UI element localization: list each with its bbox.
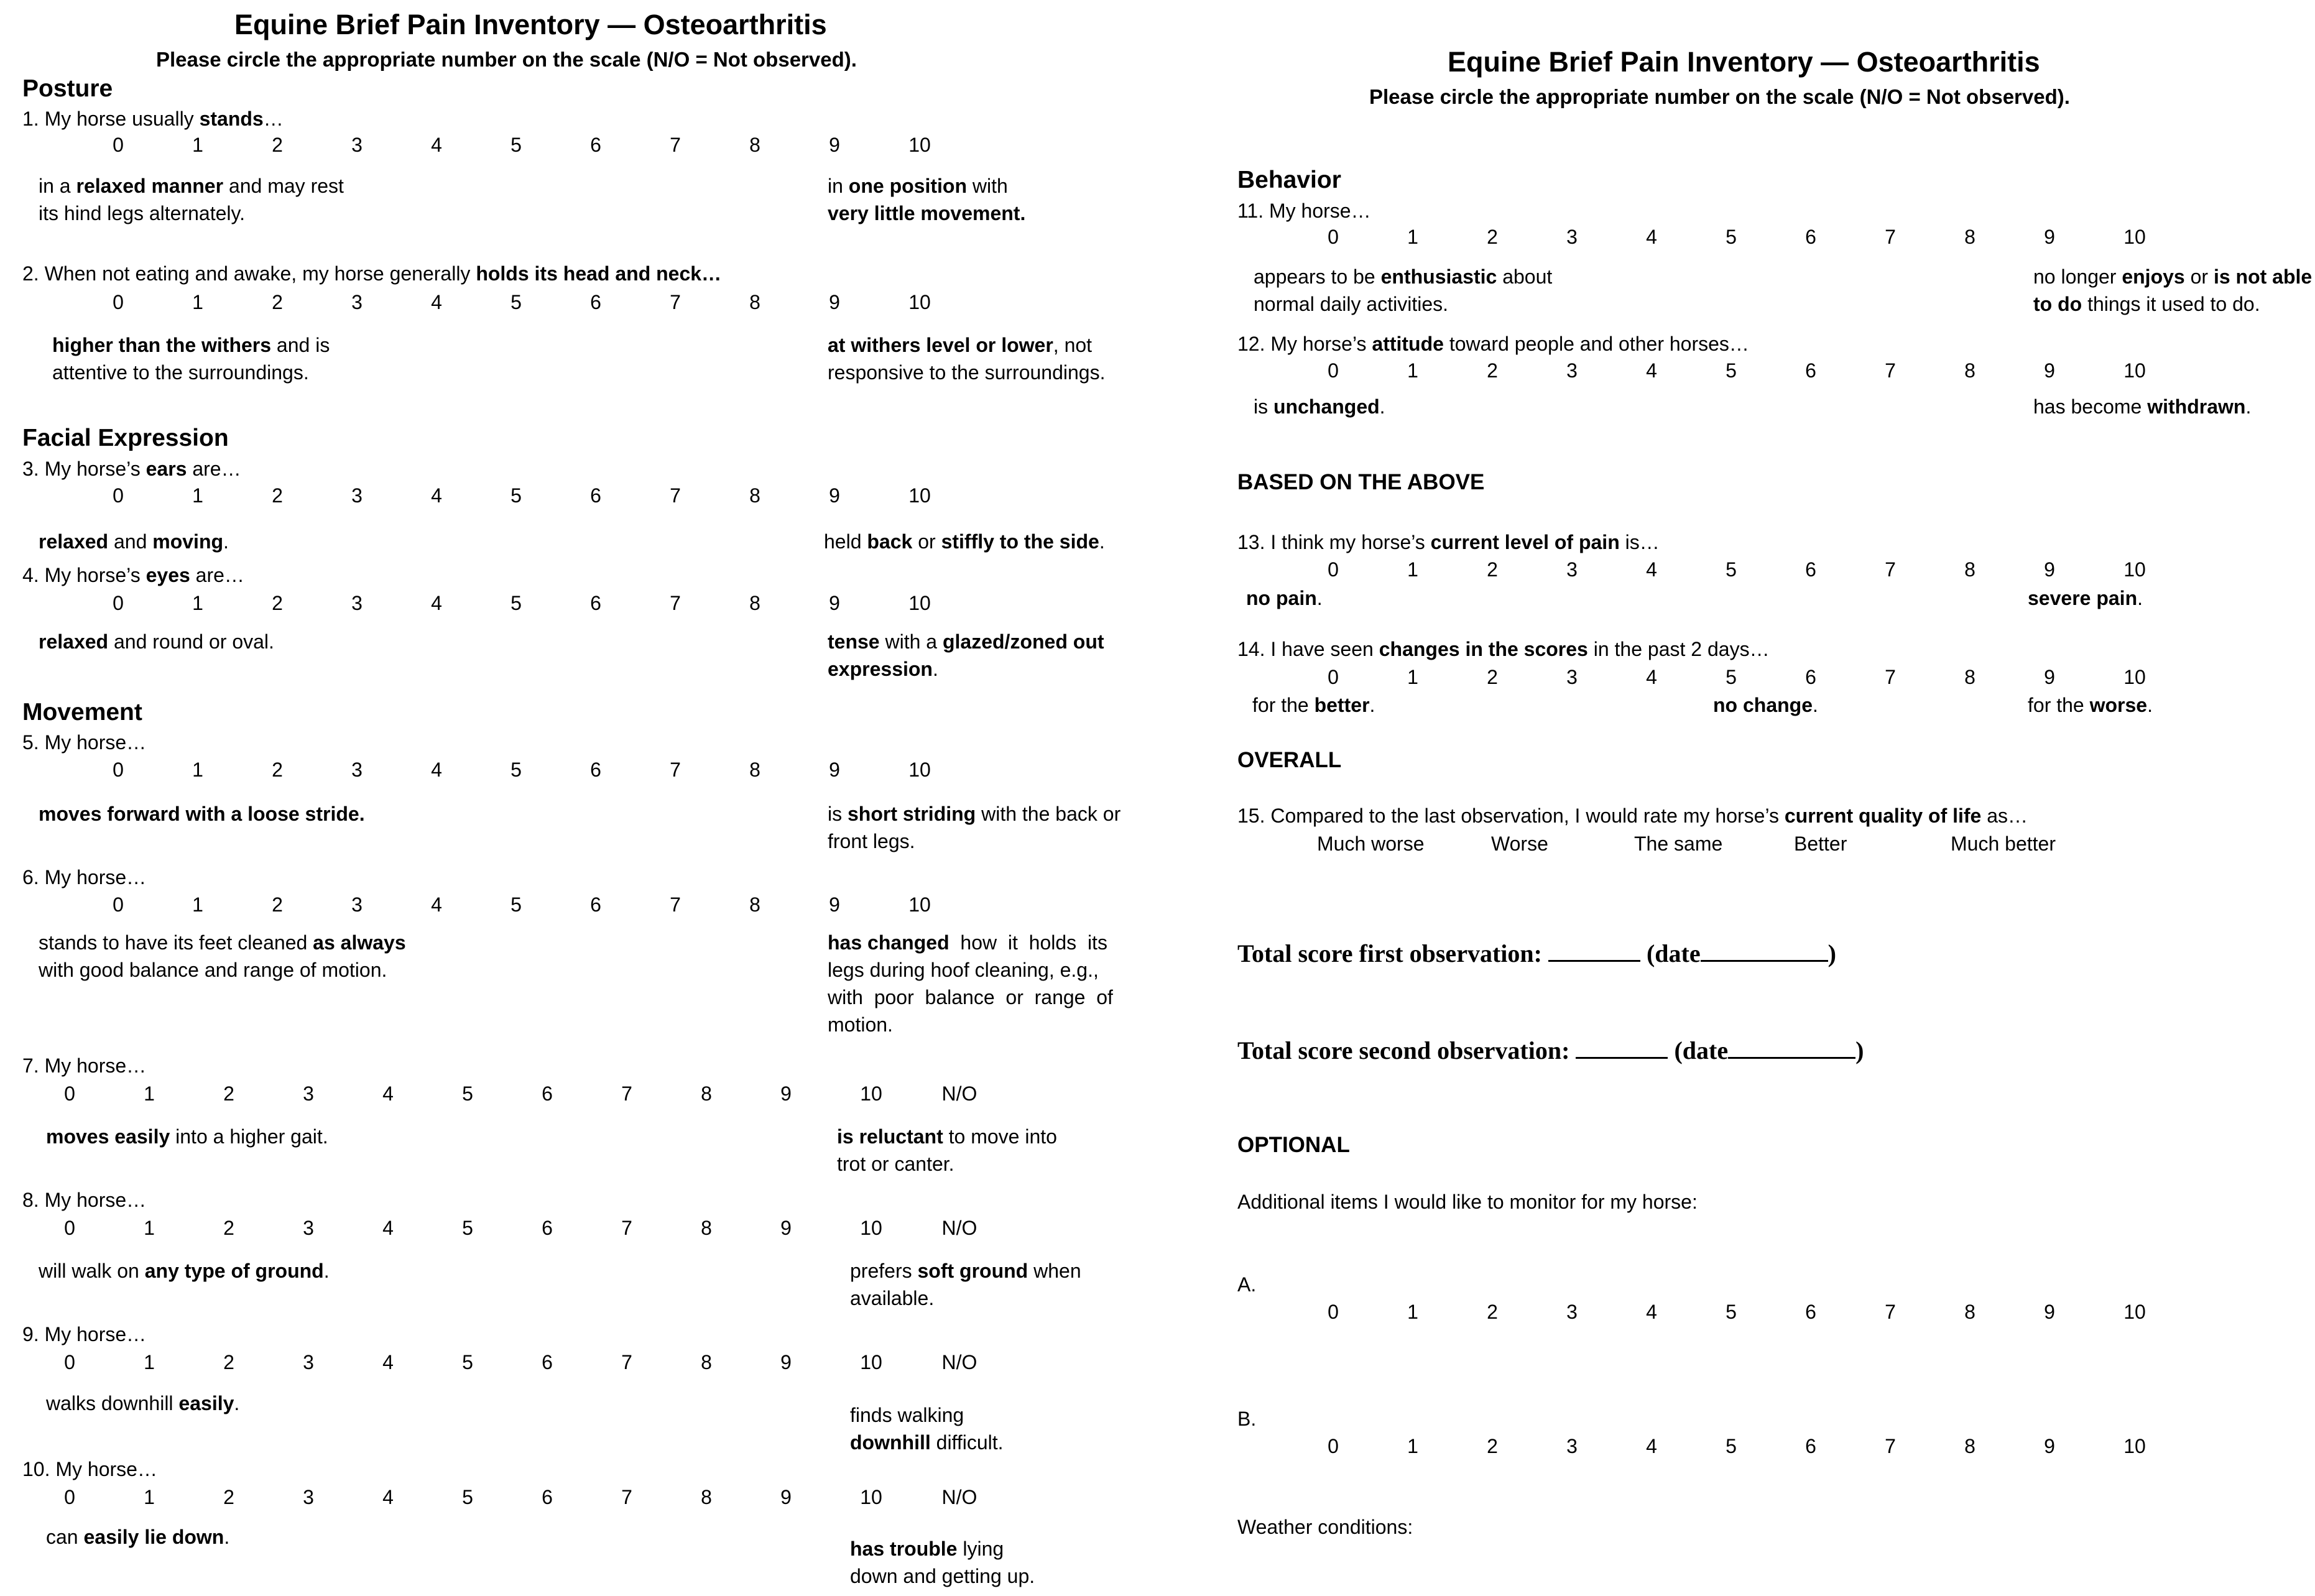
scale-option-7[interactable]: 7 [621, 1082, 632, 1105]
scale-option-2[interactable]: 2 [272, 893, 283, 916]
scale-option-9[interactable]: 9 [780, 1217, 792, 1239]
total-first-date-blank[interactable] [1701, 939, 1828, 962]
scale-option-2[interactable]: 2 [1487, 359, 1498, 382]
scale-option-10[interactable]: 10 [2123, 1435, 2146, 1457]
scale-option-10[interactable]: 10 [908, 484, 931, 507]
scale-option-3[interactable]: 3 [1566, 1435, 1578, 1457]
scale-3[interactable] [0, 484, 1181, 509]
scale-7[interactable] [0, 1082, 1181, 1107]
scale-option-1[interactable]: 1 [1407, 558, 1418, 581]
scale-option-10[interactable]: 10 [908, 893, 931, 916]
scale-option-5[interactable]: 5 [1726, 666, 1737, 688]
scale-option-5[interactable]: 5 [511, 291, 522, 313]
section-movement: Movement [22, 699, 142, 726]
scale-option-5[interactable]: 5 [511, 592, 522, 614]
scale-option-7[interactable]: 7 [670, 484, 681, 507]
scale-option-2[interactable]: 2 [223, 1082, 234, 1105]
scale-option-8[interactable]: 8 [749, 134, 760, 156]
scale-option-0[interactable]: 0 [64, 1486, 75, 1508]
scale-option-10[interactable]: 10 [2123, 1301, 2146, 1323]
scale-option-2[interactable]: 2 [272, 484, 283, 507]
anchor-middle-14: no change. [1713, 694, 1818, 716]
scale-9[interactable] [0, 1351, 1181, 1376]
scale-option-8[interactable]: 8 [701, 1486, 712, 1508]
scale-option-10[interactable]: 10 [908, 759, 931, 781]
scale-option-1[interactable]: 1 [144, 1082, 155, 1105]
scale-option-8[interactable]: 8 [1964, 1435, 1975, 1457]
scale-option-5[interactable]: 5 [1726, 226, 1737, 248]
scale-option-3[interactable]: 3 [351, 759, 363, 781]
scale-option-5[interactable]: 5 [1726, 359, 1737, 382]
scale-5[interactable] [0, 759, 1181, 783]
scale-option-2[interactable]: 2 [1487, 226, 1498, 248]
scale-option-6[interactable]: 6 [590, 291, 601, 313]
scale-option-1[interactable]: 1 [1407, 1301, 1418, 1323]
question-8: 8. My horse… [22, 1189, 147, 1211]
scale-option-1[interactable]: 1 [192, 592, 203, 614]
scale-option-6[interactable]: 6 [590, 893, 601, 916]
total-first-score-blank[interactable] [1548, 939, 1640, 962]
anchor-right-4: tense with a glazed/zoned out expression. [828, 630, 1104, 680]
question-14: 14. I have seen changes in the scores in the past 2 days… [1237, 638, 1770, 660]
section-based-on-above: BASED ON THE ABOVE [1237, 470, 1485, 494]
scale-option-9[interactable]: 9 [829, 134, 840, 156]
scale-2[interactable] [0, 291, 1181, 316]
scale-option-8[interactable]: 8 [701, 1082, 712, 1105]
page-title: Equine Brief Pain Inventory — Osteoarthritis [1448, 46, 2040, 78]
total-first-observation: Total score first observation: (date ) [1237, 939, 1836, 967]
scale-option-4[interactable]: 4 [382, 1351, 394, 1373]
scale-option-7[interactable]: 7 [621, 1351, 632, 1373]
anchor-left-7: moves easily into a higher gait. [46, 1125, 328, 1148]
section-posture: Posture [22, 75, 113, 102]
optional-description: Additional items I would like to monitor for my horse: [1237, 1191, 1698, 1213]
scale-option-5[interactable]: 5 [462, 1486, 473, 1508]
scale-option-4[interactable]: 4 [431, 484, 442, 507]
scale-option-1[interactable]: 1 [1407, 666, 1418, 688]
anchor-right-3: held back or stiffly to the side. [824, 530, 1105, 553]
scale-option-6[interactable]: 6 [590, 759, 601, 781]
scale-option-4[interactable]: 4 [382, 1082, 394, 1105]
scale-option-6[interactable]: 6 [542, 1082, 553, 1105]
scale-option-3[interactable]: 3 [303, 1082, 314, 1105]
question-4: 4. My horse’s eyes are… [22, 564, 244, 586]
scale-option-not-observed[interactable]: N/O [941, 1217, 977, 1239]
scale-option-4[interactable]: 4 [1646, 558, 1657, 581]
anchor-left-6: stands to have its feet cleaned as always with good balance and range of motion. [39, 931, 406, 981]
scale-option-not-observed[interactable]: N/O [941, 1486, 977, 1508]
scale-option-0[interactable]: 0 [113, 134, 124, 156]
scale-option-9[interactable]: 9 [780, 1486, 792, 1508]
scale-option-4[interactable]: 4 [431, 134, 442, 156]
scale-option-7[interactable]: 7 [1885, 666, 1896, 688]
scale-option-4[interactable]: 4 [431, 291, 442, 313]
scale-option-8[interactable]: 8 [1964, 1301, 1975, 1323]
scale-option-3[interactable]: 3 [351, 291, 363, 313]
scale-option-10[interactable]: 10 [860, 1217, 882, 1239]
question-11: 11. My horse… [1237, 200, 1371, 222]
scale-option-4[interactable]: 4 [1646, 1301, 1657, 1323]
scale-option-10[interactable]: 10 [860, 1351, 882, 1373]
anchor-right-2: at withers level or lower, not responsive to the surroundings. [828, 334, 1106, 384]
scale-option-3[interactable]: 3 [1566, 1301, 1578, 1323]
scale-option-3[interactable]: 3 [351, 592, 363, 614]
anchor-right-7: is reluctant to move into trot or canter. [837, 1125, 1057, 1175]
page-title: Equine Brief Pain Inventory — Osteoarthritis [234, 9, 827, 40]
scale-option-9[interactable]: 9 [829, 291, 840, 313]
scale-8[interactable] [0, 1217, 1181, 1242]
anchor-right-5: is short striding with the back or front legs. [828, 803, 1121, 852]
anchor-left-1: in a relaxed manner and may rest its hind legs alternately. [39, 175, 344, 224]
anchor-left-2: higher than the withers and is attentive to the surroundings. [52, 334, 330, 384]
scale-option-4[interactable]: 4 [431, 759, 442, 781]
scale-option-9[interactable]: 9 [2044, 226, 2055, 248]
scale-option-8[interactable]: 8 [749, 484, 760, 507]
scale-option-8[interactable]: 8 [701, 1217, 712, 1239]
scale-option-6[interactable]: 6 [1805, 226, 1816, 248]
scale-option-8[interactable]: 8 [749, 893, 760, 916]
scale-option-9[interactable]: 9 [2044, 1301, 2055, 1323]
scale-option-4[interactable]: 4 [431, 893, 442, 916]
anchor-right-8: prefers soft ground when available. [850, 1260, 1081, 1309]
scale-option-0[interactable]: 0 [1328, 1435, 1339, 1457]
total-second-observation: Total score second observation: (date ) [1237, 1036, 1864, 1064]
total-second-score-blank[interactable] [1576, 1036, 1668, 1059]
scale-option-4[interactable]: 4 [1646, 1435, 1657, 1457]
scale-option-0[interactable]: 0 [113, 759, 124, 781]
anchor-left-3: relaxed and moving. [39, 530, 229, 553]
scale-13[interactable] [1181, 558, 2315, 583]
scale-option-1[interactable]: 1 [192, 484, 203, 507]
anchor-left-11: appears to be enthusiastic about normal daily activities. [1254, 265, 1553, 315]
scale-option-10[interactable]: 10 [908, 592, 931, 614]
scale-option-0[interactable]: 0 [1328, 1301, 1339, 1323]
scale-option-2[interactable]: 2 [272, 592, 283, 614]
scale-optional-a[interactable] [1181, 1301, 2315, 1326]
scale-option-9[interactable]: 9 [2044, 558, 2055, 581]
scale-option-3[interactable]: 3 [351, 484, 363, 507]
anchor-left-13: no pain. [1246, 587, 1323, 609]
scale-option-7[interactable]: 7 [1885, 359, 1896, 382]
scale-option-9[interactable]: 9 [829, 592, 840, 614]
scale-option-9[interactable]: 9 [780, 1082, 792, 1105]
scale-option-7[interactable]: 7 [621, 1217, 632, 1239]
scale-option-5[interactable]: 5 [1726, 558, 1737, 581]
scale-option-10[interactable]: 10 [2123, 226, 2146, 248]
section-behavior: Behavior [1237, 167, 1341, 193]
scale-option-1[interactable]: 1 [192, 291, 203, 313]
scale-option-0[interactable]: 0 [1328, 558, 1339, 581]
question-3: 3. My horse’s ears are… [22, 458, 241, 480]
anchor-left-14: for the better. [1252, 694, 1375, 716]
scale-option-7[interactable]: 7 [670, 759, 681, 781]
scale-option-0[interactable]: 0 [64, 1351, 75, 1373]
scale-option-5[interactable]: 5 [462, 1217, 473, 1239]
scale-option-3[interactable]: 3 [1566, 558, 1578, 581]
scale-option-7[interactable]: 7 [670, 893, 681, 916]
scale-option-4[interactable]: 4 [382, 1486, 394, 1508]
scale-option-7[interactable]: 7 [1885, 226, 1896, 248]
scale-option-8[interactable]: 8 [749, 592, 760, 614]
scale-option-9[interactable]: 9 [780, 1351, 792, 1373]
scale-option-7[interactable]: 7 [621, 1486, 632, 1508]
scale-option-0[interactable]: 0 [64, 1082, 75, 1105]
scale-option-8[interactable]: 8 [1964, 666, 1975, 688]
scale-option-10[interactable]: 10 [2123, 359, 2146, 382]
anchor-right-13: severe pain. [2028, 587, 2143, 609]
scale-option-8[interactable]: 8 [1964, 359, 1975, 382]
scale-option-7[interactable]: 7 [1885, 1435, 1896, 1457]
scale-option-10[interactable]: 10 [860, 1486, 882, 1508]
question-12: 12. My horse’s attitude toward people and other horses… [1237, 333, 1749, 355]
scale-option-3[interactable]: 3 [303, 1217, 314, 1239]
scale-10[interactable] [0, 1486, 1181, 1511]
scale-option-5[interactable]: 5 [511, 893, 522, 916]
total-second-date-blank[interactable] [1728, 1036, 1855, 1059]
scale-optional-b[interactable] [1181, 1435, 2315, 1460]
scale-option-8[interactable]: 8 [1964, 558, 1975, 581]
right-page [1181, 0, 2315, 1596]
scale-option-0[interactable]: 0 [113, 484, 124, 507]
scale-option-6[interactable]: 6 [590, 134, 601, 156]
anchor-right-6: has changed how it holds its legs during hoof cleaning, e.g., with poor balance or range of motion. [828, 931, 1113, 1036]
question-2: 2. When not eating and awake, my horse generally holds its head and neck… [22, 262, 722, 285]
question-9: 9. My horse… [22, 1323, 147, 1345]
anchor-left-4: relaxed and round or oval. [39, 630, 274, 653]
quality-option-the-same[interactable]: The same [1634, 833, 1723, 855]
scale-option-1[interactable]: 1 [144, 1217, 155, 1239]
scale-option-9[interactable]: 9 [2044, 666, 2055, 688]
scale-11[interactable] [1181, 226, 2315, 251]
scale-option-8[interactable]: 8 [749, 759, 760, 781]
scale-option-5[interactable]: 5 [511, 134, 522, 156]
scale-option-0[interactable]: 0 [1328, 226, 1339, 248]
scale-option-2[interactable]: 2 [272, 291, 283, 313]
scale-option-1[interactable]: 1 [1407, 1435, 1418, 1457]
scale-option-3[interactable]: 3 [1566, 666, 1578, 688]
scale-option-3[interactable]: 3 [1566, 226, 1578, 248]
anchor-right-10: has trouble lying down and getting up. [850, 1538, 1035, 1587]
scale-option-2[interactable]: 2 [1487, 666, 1498, 688]
anchor-left-5: moves forward with a loose stride. [39, 803, 365, 825]
scale-option-1[interactable]: 1 [144, 1486, 155, 1508]
scale-12[interactable] [1181, 359, 2315, 384]
anchor-right-14: for the worse. [2028, 694, 2153, 716]
scale-option-2[interactable]: 2 [1487, 558, 1498, 581]
section-optional: OPTIONAL [1237, 1133, 1350, 1157]
scale-option-2[interactable]: 2 [223, 1486, 234, 1508]
scale-option-not-observed[interactable]: N/O [941, 1082, 977, 1105]
scale-option-6[interactable]: 6 [542, 1351, 553, 1373]
scale-option-1[interactable]: 1 [1407, 226, 1418, 248]
section-overall: OVERALL [1237, 748, 1342, 772]
quality-option-better[interactable]: Better [1794, 833, 1847, 855]
scale-option-4[interactable]: 4 [431, 592, 442, 614]
scale-option-3[interactable]: 3 [1566, 359, 1578, 382]
scale-option-6[interactable]: 6 [1805, 1435, 1816, 1457]
scale-option-2[interactable]: 2 [1487, 1435, 1498, 1457]
scale-option-7[interactable]: 7 [670, 291, 681, 313]
scale-option-6[interactable]: 6 [542, 1217, 553, 1239]
scale-option-2[interactable]: 2 [223, 1351, 234, 1373]
scale-option-7[interactable]: 7 [1885, 1301, 1896, 1323]
optional-item-b-label: B. [1237, 1408, 1257, 1430]
quality-option-much-worse[interactable]: Much worse [1317, 833, 1425, 855]
scale-6[interactable] [0, 893, 1181, 918]
scale-option-4[interactable]: 4 [1646, 359, 1657, 382]
scale-option-10[interactable]: 10 [908, 291, 931, 313]
quality-option-worse[interactable]: Worse [1491, 833, 1548, 855]
question-6: 6. My horse… [22, 866, 147, 888]
page-subtitle: Please circle the appropriate number on the scale (N/O = Not observed). [1369, 85, 2070, 108]
scale-option-10[interactable]: 10 [908, 134, 931, 156]
scale-option-6[interactable]: 6 [590, 592, 601, 614]
scale-option-3[interactable]: 3 [351, 893, 363, 916]
scale-option-9[interactable]: 9 [829, 484, 840, 507]
scale-option-1[interactable]: 1 [192, 893, 203, 916]
scale-option-10[interactable]: 10 [2123, 558, 2146, 581]
scale-option-6[interactable]: 6 [590, 484, 601, 507]
scale-option-0[interactable]: 0 [113, 893, 124, 916]
scale-option-6[interactable]: 6 [1805, 558, 1816, 581]
scale-option-5[interactable]: 5 [462, 1082, 473, 1105]
scale-option-6[interactable]: 6 [1805, 1301, 1816, 1323]
question-1: 1. My horse usually stands… [22, 108, 284, 130]
scale-option-9[interactable]: 9 [829, 759, 840, 781]
scale-4[interactable] [0, 592, 1181, 617]
scale-option-0[interactable]: 0 [113, 291, 124, 313]
anchor-right-12: has become withdrawn. [2033, 395, 2252, 418]
anchor-left-8: will walk on any type of ground. [39, 1260, 330, 1282]
question-15: 15. Compared to the last observation, I would rate my horse’s current quality of life as… [1237, 805, 2028, 827]
scale-option-10[interactable]: 10 [860, 1082, 882, 1105]
scale-option-5[interactable]: 5 [511, 484, 522, 507]
scale-option-9[interactable]: 9 [2044, 1435, 2055, 1457]
scale-option-1[interactable]: 1 [144, 1351, 155, 1373]
scale-option-1[interactable]: 1 [1407, 359, 1418, 382]
scale-option-1[interactable]: 1 [192, 759, 203, 781]
scale-option-5[interactable]: 5 [1726, 1435, 1737, 1457]
scale-option-6[interactable]: 6 [1805, 359, 1816, 382]
scale-option-0[interactable]: 0 [1328, 359, 1339, 382]
scale-option-7[interactable]: 7 [670, 134, 681, 156]
scale-option-10[interactable]: 10 [2123, 666, 2146, 688]
scale-option-9[interactable]: 9 [2044, 359, 2055, 382]
scale-option-4[interactable]: 4 [1646, 226, 1657, 248]
optional-item-a-label: A. [1237, 1273, 1257, 1296]
scale-1[interactable] [0, 134, 1181, 159]
scale-14[interactable] [1181, 666, 2315, 691]
scale-option-5[interactable]: 5 [511, 759, 522, 781]
scale-option-5[interactable]: 5 [1726, 1301, 1737, 1323]
scale-option-8[interactable]: 8 [749, 291, 760, 313]
question-7: 7. My horse… [22, 1054, 147, 1077]
scale-option-4[interactable]: 4 [1646, 666, 1657, 688]
quality-option-much-better[interactable]: Much better [1951, 833, 2056, 855]
section-facial-expression: Facial Expression [22, 425, 229, 451]
question-13: 13. I think my horse’s current level of pain is… [1237, 531, 1660, 553]
scale-option-8[interactable]: 8 [1964, 226, 1975, 248]
anchor-right-11: no longer enjoys or is not able to do things it used to do. [2033, 265, 2313, 315]
scale-option-2[interactable]: 2 [272, 759, 283, 781]
scale-option-3[interactable]: 3 [303, 1486, 314, 1508]
scale-option-not-observed[interactable]: N/O [941, 1351, 977, 1373]
anchor-right-1: in one position with very little movement. [828, 175, 1026, 224]
anchor-right-9: finds walking downhill difficult. [850, 1404, 1004, 1454]
weather-conditions-label: Weather conditions: [1237, 1516, 1413, 1538]
scale-option-3[interactable]: 3 [351, 134, 363, 156]
scale-option-4[interactable]: 4 [382, 1217, 394, 1239]
scale-option-6[interactable]: 6 [542, 1486, 553, 1508]
scale-option-0[interactable]: 0 [1328, 666, 1339, 688]
scale-option-6[interactable]: 6 [1805, 666, 1816, 688]
scale-option-3[interactable]: 3 [303, 1351, 314, 1373]
scale-option-7[interactable]: 7 [670, 592, 681, 614]
scale-option-0[interactable]: 0 [64, 1217, 75, 1239]
scale-option-9[interactable]: 9 [829, 893, 840, 916]
scale-option-2[interactable]: 2 [223, 1217, 234, 1239]
anchor-left-10: can easily lie down. [46, 1526, 230, 1548]
page-subtitle: Please circle the appropriate number on the scale (N/O = Not observed). [156, 48, 857, 71]
scale-option-1[interactable]: 1 [192, 134, 203, 156]
scale-option-2[interactable]: 2 [272, 134, 283, 156]
scale-option-8[interactable]: 8 [701, 1351, 712, 1373]
question-10: 10. My horse… [22, 1458, 157, 1480]
scale-option-2[interactable]: 2 [1487, 1301, 1498, 1323]
scale-option-0[interactable]: 0 [113, 592, 124, 614]
scale-option-5[interactable]: 5 [462, 1351, 473, 1373]
anchor-left-12: is unchanged. [1254, 395, 1385, 418]
anchor-left-9: walks downhill easily. [46, 1392, 240, 1414]
question-5: 5. My horse… [22, 731, 147, 754]
scale-option-7[interactable]: 7 [1885, 558, 1896, 581]
